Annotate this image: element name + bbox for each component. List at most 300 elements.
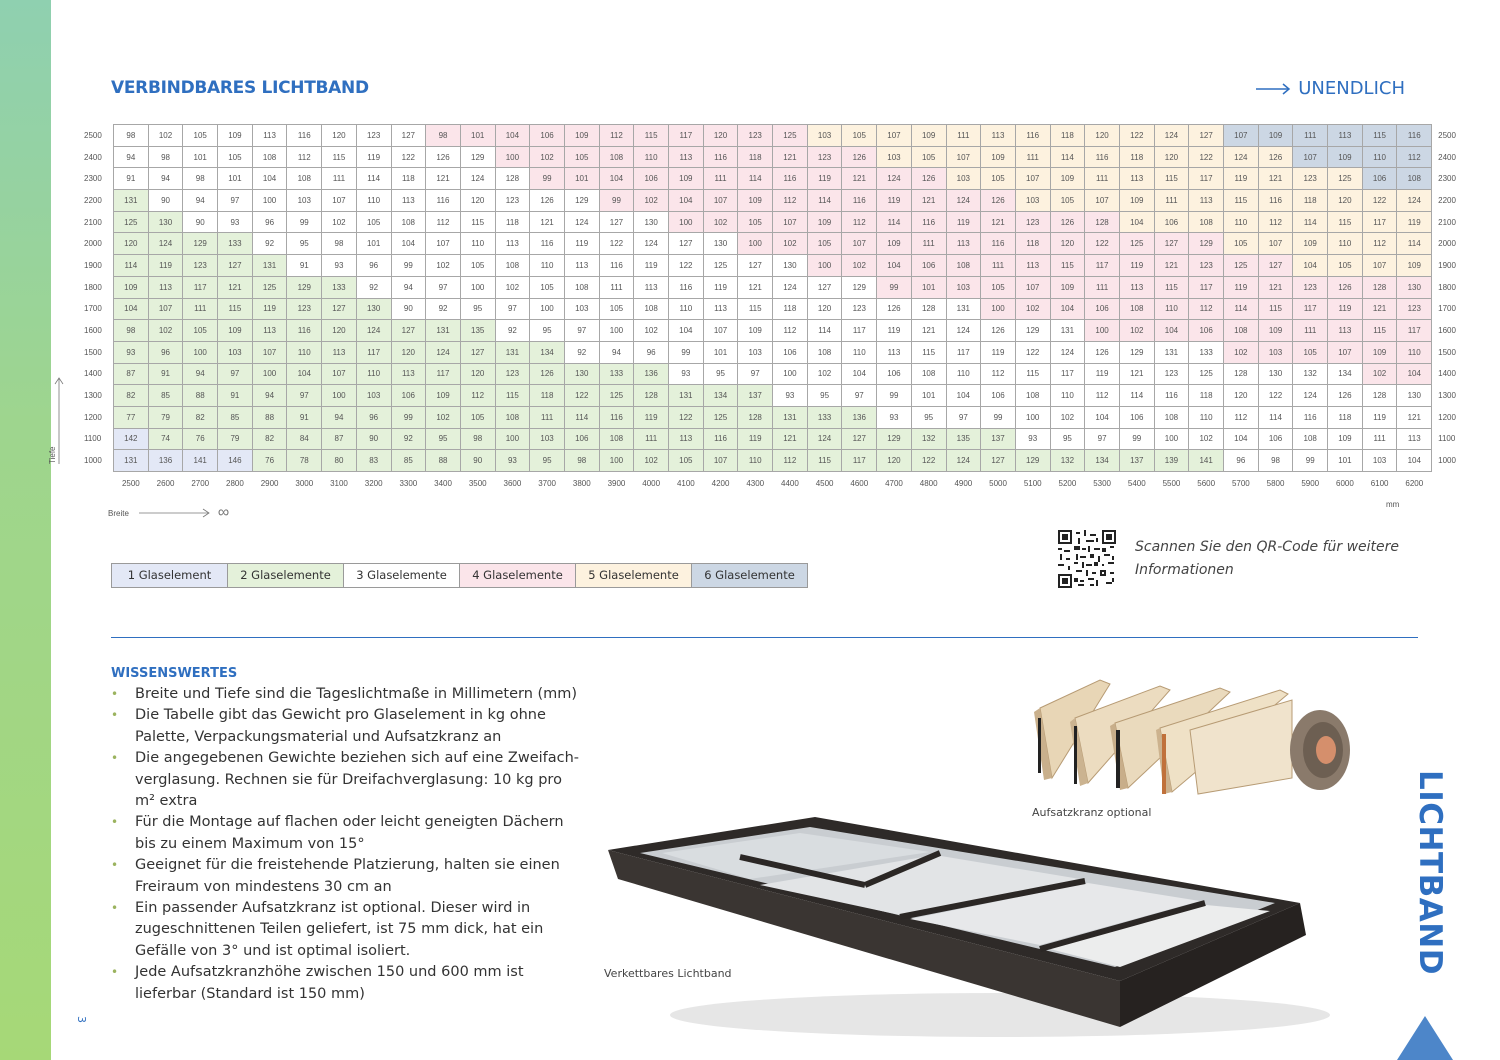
weight-cell: 115 [1328,211,1363,233]
weight-cell: 113 [391,363,426,385]
weight-cell: 117 [669,125,704,147]
weight-cell: 115 [738,298,773,320]
weight-cell: 116 [1085,146,1120,168]
weight-cell: 106 [1189,320,1224,342]
weight-cell: 124 [877,168,912,190]
weight-cell: 106 [1362,168,1397,190]
weight-cell: 121 [738,276,773,298]
weight-cell: 126 [911,168,946,190]
depth-label: 1500 [1438,347,1456,357]
weight-cell: 104 [1119,211,1154,233]
weight-cell: 92 [252,233,287,255]
weight-cell: 98 [460,428,495,450]
weight-cell: 103 [1015,190,1050,212]
width-tick-label: 3700 [538,478,556,488]
weight-cell: 128 [1224,363,1259,385]
weight-cell: 118 [1189,385,1224,407]
weight-cell: 107 [426,233,461,255]
weight-cell: 106 [1154,211,1189,233]
weight-cell: 123 [1293,168,1328,190]
weight-cell: 85 [391,450,426,472]
weight-cell: 116 [669,276,704,298]
weight-cell: 91 [148,363,183,385]
weight-cell: 100 [252,363,287,385]
kranz-pieces-image [1030,668,1350,798]
legend-item-4: 4 Glaselemente [460,564,576,587]
weight-cell: 108 [1224,320,1259,342]
weight-cell: 101 [564,168,599,190]
weight-cell: 113 [1328,125,1363,147]
weight-cell: 116 [703,146,738,168]
weight-cell: 125 [703,406,738,428]
weight-cell: 136 [634,363,669,385]
weight-cell: 105 [599,298,634,320]
weight-cell: 93 [1015,428,1050,450]
weight-cell: 100 [669,211,704,233]
width-tick-label: 4900 [954,478,973,488]
depth-label: 1000 [1438,456,1456,466]
weight-cell: 131 [1154,341,1189,363]
weight-cell: 108 [495,406,530,428]
weight-cell: 100 [183,341,218,363]
weight-cell: 120 [703,125,738,147]
weight-cell: 112 [426,211,461,233]
weight-cell: 97 [287,385,322,407]
weight-cell: 121 [218,276,253,298]
weight-cell: 121 [1258,276,1293,298]
weight-cell: 110 [1224,211,1259,233]
weight-cell: 101 [460,125,495,147]
depth-label: 2300 [84,174,102,184]
weight-cell: 98 [564,450,599,472]
weight-cell: 109 [1362,341,1397,363]
weight-cell: 119 [1224,168,1259,190]
weight-cell: 123 [1154,363,1189,385]
weight-cell: 107 [252,341,287,363]
weight-cell: 93 [495,450,530,472]
weight-cell: 107 [322,190,357,212]
legend-item-3: 3 Glaselemente [344,564,460,587]
info-item: • Die angegebenen Gewichte beziehen sich auf eine Zweifach-verglasung. Rechnen sie für Dreifachverglasung: 10 kg pro m² extra [111,748,581,812]
weight-cell: 99 [1293,450,1328,472]
weight-cell: 124 [426,341,461,363]
weight-cell: 113 [669,146,704,168]
weight-cell: 115 [807,450,842,472]
weight-cell: 107 [1258,233,1293,255]
weight-cell: 116 [426,190,461,212]
legend-item-6: 6 Glaselemente [692,564,807,587]
weight-cell: 129 [1015,450,1050,472]
weight-cell: 112 [773,450,808,472]
weight-cell: 103 [946,168,981,190]
depth-label: 2100 [1438,217,1456,227]
weight-cell: 116 [911,211,946,233]
weight-cell: 103 [218,341,253,363]
weight-cell: 123 [1293,276,1328,298]
weight-cell: 126 [842,146,877,168]
table-row [80,146,1468,168]
weight-cell: 100 [322,385,357,407]
weight-cell: 102 [1015,298,1050,320]
weight-cell: 115 [911,341,946,363]
weight-cell: 105 [807,233,842,255]
weight-cell: 122 [669,255,704,277]
weight-cell: 102 [634,190,669,212]
weight-cell: 116 [599,406,634,428]
weight-cell: 107 [1362,255,1397,277]
weight-cell: 129 [183,233,218,255]
weight-cell: 119 [877,320,912,342]
weight-cell: 112 [1085,385,1120,407]
weight-cell: 127 [599,211,634,233]
depth-label: 1900 [84,260,102,270]
weight-cell: 121 [1397,406,1432,428]
weight-cell: 100 [1085,320,1120,342]
weight-cell: 109 [1050,276,1085,298]
weight-cell: 91 [114,168,149,190]
depth-label: 2000 [1438,239,1456,249]
weight-cell: 100 [773,363,808,385]
weight-cell: 110 [842,341,877,363]
weight-cell: 102 [773,233,808,255]
weight-cell: 102 [426,255,461,277]
weight-cell: 96 [634,341,669,363]
weight-cell: 124 [148,233,183,255]
weight-cell: 115 [1154,168,1189,190]
weight-cell: 126 [1085,341,1120,363]
weight-cell: 122 [1258,385,1293,407]
weight-cell: 90 [460,450,495,472]
width-tick-label: 3900 [607,478,626,488]
table-row [80,125,1468,147]
weight-cell: 121 [842,168,877,190]
table-row [80,276,1468,298]
weight-cell: 94 [148,168,183,190]
weight-cell: 108 [564,276,599,298]
weight-cell: 122 [599,233,634,255]
weight-cell: 116 [530,233,565,255]
info-item: • Jede Aufsatzkranzhöhe zwischen 150 und 600 mm ist lieferbar (Standard ist 150 mm) [111,962,581,1005]
weight-cell: 110 [946,363,981,385]
weight-cell: 126 [530,190,565,212]
weight-cell: 82 [183,406,218,428]
weight-cell: 122 [911,450,946,472]
weight-cell: 109 [1258,320,1293,342]
weight-cell: 78 [287,450,322,472]
width-tick-label: 4000 [642,478,661,488]
weight-cell: 124 [1050,341,1085,363]
weight-cell: 123 [356,125,391,147]
weight-cell: 113 [1397,428,1432,450]
weight-cell: 109 [1119,190,1154,212]
depth-label-text: Tiefe [48,446,57,464]
weight-cell: 132 [1293,363,1328,385]
weight-cell: 112 [1362,233,1397,255]
weight-cell: 122 [1119,125,1154,147]
weight-cell: 95 [426,428,461,450]
weight-cell: 88 [252,406,287,428]
weight-cell: 97 [426,276,461,298]
weight-cell: 104 [1397,450,1432,472]
weight-cell: 103 [877,146,912,168]
weight-cell: 107 [773,211,808,233]
weight-cell: 125 [599,385,634,407]
weight-cell: 121 [981,211,1016,233]
weight-cell: 101 [1328,450,1363,472]
weight-cell: 124 [634,233,669,255]
weight-cell: 94 [252,385,287,407]
weight-cell: 93 [669,363,704,385]
kranz-caption: Aufsatzkranz optional [1032,806,1152,819]
weight-cell: 109 [1050,168,1085,190]
weight-cell: 119 [1397,211,1432,233]
weight-cell: 128 [634,385,669,407]
weight-cell: 96 [356,255,391,277]
weight-cell: 111 [530,406,565,428]
weight-cell: 88 [183,385,218,407]
weight-cell: 114 [807,190,842,212]
weight-cell: 96 [356,406,391,428]
weight-cell: 120 [1050,233,1085,255]
weight-cell: 122 [564,385,599,407]
weight-cell: 142 [114,428,149,450]
page-title: VERBINDBARES LICHTBAND [111,78,369,98]
width-tick-label: 4700 [885,478,903,488]
weight-cell: 116 [1015,125,1050,147]
weight-cell: 129 [1015,320,1050,342]
table-row [80,406,1468,428]
weight-cell: 120 [877,450,912,472]
weight-cell: 121 [773,146,808,168]
table-row [80,428,1468,450]
width-tick-label: 3800 [572,478,591,488]
weight-cell: 123 [287,298,322,320]
weight-cell: 141 [183,450,218,472]
weight-cell: 117 [1189,168,1224,190]
weight-cell: 102 [1050,406,1085,428]
weight-cell: 108 [1119,298,1154,320]
weight-cell: 116 [773,168,808,190]
table-row [80,168,1468,190]
weight-cell: 105 [1224,233,1259,255]
weight-cell: 113 [1328,320,1363,342]
width-tick-label: 6000 [1336,478,1354,488]
width-tick-label: 3400 [434,478,452,488]
weight-cell: 130 [356,298,391,320]
weight-cell: 119 [1119,255,1154,277]
weight-cell: 120 [1085,125,1120,147]
weight-cell: 120 [807,298,842,320]
depth-label: 1600 [1438,326,1456,336]
weight-cell: 120 [322,320,357,342]
weight-cell: 105 [842,125,877,147]
weight-cell: 133 [1189,341,1224,363]
weight-cell: 111 [1154,190,1189,212]
weight-cell: 97 [842,385,877,407]
weight-cell: 109 [981,146,1016,168]
weight-cell: 123 [807,146,842,168]
weight-cell: 116 [981,233,1016,255]
weight-cell: 115 [322,146,357,168]
weight-cell: 114 [877,211,912,233]
section-divider [111,637,1418,638]
weight-cell: 107 [1328,341,1363,363]
weight-cell: 119 [1328,298,1363,320]
weight-cell: 117 [842,450,877,472]
weight-cell: 121 [911,190,946,212]
lichtband-image [600,795,1345,1040]
weight-cell: 114 [1293,211,1328,233]
weight-cell: 104 [1050,298,1085,320]
weight-cell: 102 [1224,341,1259,363]
weight-cell: 112 [287,146,322,168]
depth-label: 2200 [1438,195,1456,205]
weight-cell: 113 [1189,190,1224,212]
weight-cell: 107 [703,190,738,212]
weight-cell: 108 [391,211,426,233]
depth-label: 2400 [1438,152,1456,162]
width-tick-label: 2500 [121,478,140,488]
weight-cell: 90 [391,298,426,320]
weight-cell: 87 [322,428,357,450]
weight-cell: 117 [946,341,981,363]
weight-cell: 107 [703,320,738,342]
weight-cell: 95 [460,298,495,320]
weight-cell: 139 [1154,450,1189,472]
weight-cell: 109 [669,168,704,190]
weight-cell: 96 [252,211,287,233]
weight-cell: 109 [564,125,599,147]
weight-cell: 105 [981,168,1016,190]
weight-cell: 113 [495,233,530,255]
weight-cell: 131 [495,341,530,363]
depth-label: 2000 [84,239,102,249]
weight-cell: 111 [183,298,218,320]
weight-cell: 116 [842,190,877,212]
vertical-title [1408,770,1448,980]
weight-cell: 130 [1258,363,1293,385]
weight-cell: 131 [1050,320,1085,342]
weight-cell: 110 [287,341,322,363]
weight-cell: 104 [391,233,426,255]
weight-cell: 111 [599,276,634,298]
weight-cell: 117 [426,363,461,385]
weight-cell: 104 [946,385,981,407]
weight-cell: 123 [1397,298,1432,320]
weight-cell: 127 [322,298,357,320]
weight-cell: 112 [1397,146,1432,168]
weight-cell: 99 [1119,428,1154,450]
depth-label: 2100 [84,217,102,227]
weight-cell: 104 [1085,406,1120,428]
weight-cell: 111 [911,233,946,255]
width-tick-label: 6200 [1405,478,1424,488]
weight-cell: 109 [738,190,773,212]
weight-cell: 112 [773,190,808,212]
weight-cell: 110 [1050,385,1085,407]
width-tick-label: 5100 [1023,478,1042,488]
weight-cell: 114 [1258,406,1293,428]
weight-cell: 103 [287,190,322,212]
width-tick-label: 4300 [746,478,765,488]
weight-cell: 141 [1189,450,1224,472]
weight-cell: 109 [426,385,461,407]
weight-cell: 95 [530,320,565,342]
weight-cell: 136 [148,450,183,472]
weight-cell: 116 [287,320,322,342]
weight-cell: 99 [599,190,634,212]
weight-cell: 102 [148,320,183,342]
weight-cell: 119 [1085,363,1120,385]
weight-cell: 99 [877,276,912,298]
weight-cell: 116 [703,428,738,450]
weight-cell: 99 [981,406,1016,428]
weight-cell: 122 [1189,146,1224,168]
weight-cell: 115 [1154,276,1189,298]
weight-cell: 102 [807,363,842,385]
weight-cell: 123 [495,190,530,212]
weight-cell: 94 [183,190,218,212]
weight-grid [80,124,1468,494]
width-tick-label: 4100 [676,478,695,488]
weight-cell: 100 [1154,428,1189,450]
weight-cell: 109 [1258,125,1293,147]
weight-cell: 100 [530,298,565,320]
weight-cell: 127 [981,450,1016,472]
weight-cell: 113 [252,320,287,342]
weight-cell: 104 [599,168,634,190]
weight-cell: 129 [842,276,877,298]
weight-cell: 74 [148,428,183,450]
weight-cell: 103 [356,385,391,407]
width-tick-label: 3000 [295,478,314,488]
weight-cell: 87 [114,363,149,385]
weight-cell: 119 [564,233,599,255]
weight-cell: 124 [460,168,495,190]
table-row [80,298,1468,320]
weight-cell: 107 [148,298,183,320]
weight-cell: 114 [1224,298,1259,320]
weight-cell: 118 [1015,233,1050,255]
weight-cell: 115 [460,211,495,233]
weight-cell: 92 [426,298,461,320]
weight-cell: 126 [1328,276,1363,298]
info-item: • Geeignet für die freistehende Platzierung, halten sie einen Freiraum von mindestens 30 cm an [111,855,581,898]
weight-cell: 104 [1224,428,1259,450]
weight-cell: 135 [460,320,495,342]
weight-cell: 115 [634,125,669,147]
weight-cell: 114 [807,320,842,342]
weight-cell: 128 [495,168,530,190]
info-item: • Ein passender Aufsatzkranz ist optional. Dieser wird in zugeschnittenen Teilen geliefert, ist 75 mm dick, hat ein Gefälle von 3° und ist optimal isoliert. [111,898,581,962]
weight-cell: 102 [634,320,669,342]
width-axis-row [80,472,1468,495]
weight-cell: 112 [1258,211,1293,233]
weight-cell: 107 [946,146,981,168]
table-row [80,190,1468,212]
weight-cell: 119 [148,255,183,277]
weight-cell: 117 [1085,255,1120,277]
width-tick-label: 2800 [226,478,244,488]
weight-cell: 116 [1154,385,1189,407]
weight-cell: 112 [842,211,877,233]
weight-cell: 114 [1397,233,1432,255]
qr-code-icon[interactable] [1058,530,1116,588]
weight-cell: 124 [1397,190,1432,212]
depth-label: 1900 [1438,260,1456,270]
width-tick-label: 2700 [191,478,210,488]
weight-cell: 133 [599,363,634,385]
